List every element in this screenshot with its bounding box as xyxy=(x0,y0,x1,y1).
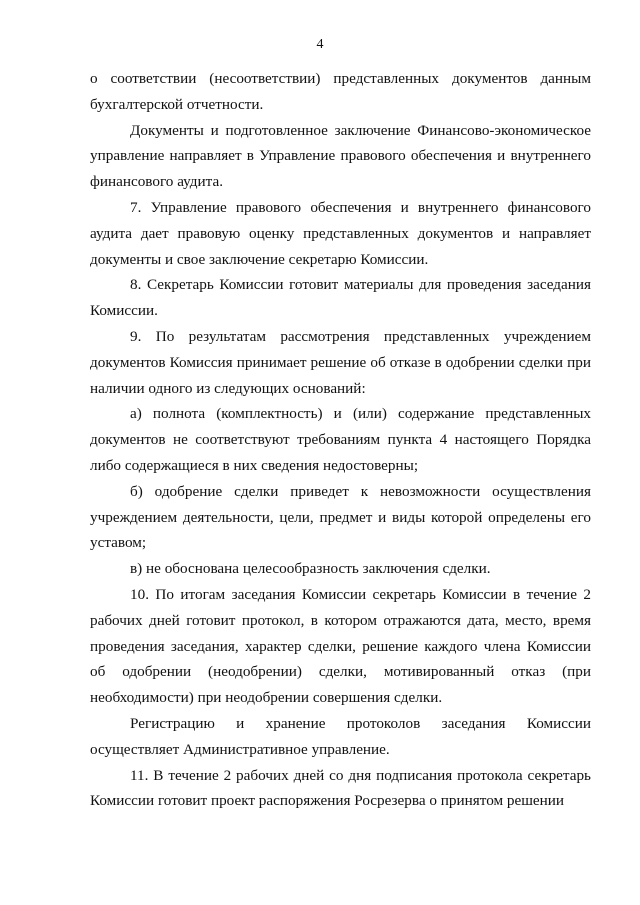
paragraph-item-9-v: в) не обоснована целесообразность заключения сделки. xyxy=(130,560,491,578)
paragraph-continuation: о соответствии (несоответствии) представленных документов данным бухгалтерской отчетности. xyxy=(90,70,591,113)
page-number: 4 xyxy=(316,37,324,52)
paragraph-item-9-a: а) полнота (комплектность) и (или) содержание представленных документов не соответствуют требованиям пункта 4 настоящего Порядка либо содержащиеся в них сведения недостоверны; xyxy=(90,405,591,474)
paragraph-item-8: 8. Секретарь Комиссии готовит материалы для проведения заседания Комиссии. xyxy=(90,276,591,320)
paragraph-item-9: 9. По результатам рассмотрения представленных учреждением документов Комиссия принимает решение об отказе в одобрении сделки при наличии одного из следующих оснований: xyxy=(90,327,591,397)
paragraph-item-7: 7. Управление правового обеспечения и внутреннего финансового аудита дает правовую оценку представленных документов и направляет документы и свое заключение секретарю Комиссии. xyxy=(90,198,591,268)
document-body xyxy=(90,66,591,814)
paragraph-item-9-b: б) одобрение сделки приведет к невозможности осуществления учреждением деятельности, цели, предмет и виды которой определены его уставом; xyxy=(90,482,591,552)
paragraph-item-11: 11. В течение 2 рабочих дней со дня подписания протокола секретарь Комиссии готовит проект распоряжения Росрезерва о принятом решении xyxy=(90,766,591,810)
paragraph-protocol-registration: Регистрацию и хранение протоколов заседания Комиссии осуществляет Административное управление. xyxy=(90,714,591,758)
paragraph-item-10: 10. По итогам заседания Комиссии секретарь Комиссии в течение 2 рабочих дней готовит протокол, в котором отражаются дата, место, время проведения заседания, характер сделки, решение каждого члена Комиссии об одобрении (неодобрении) сделки, мотивированный отказ (при необходимости) при неодобрении совершения сделки. xyxy=(90,585,591,707)
paragraph-documents-forwarding: Документы и подготовленное заключение Финансово-экономическое управление направляет в Управление правового обеспечения и внутреннего финансового аудита. xyxy=(90,121,591,191)
